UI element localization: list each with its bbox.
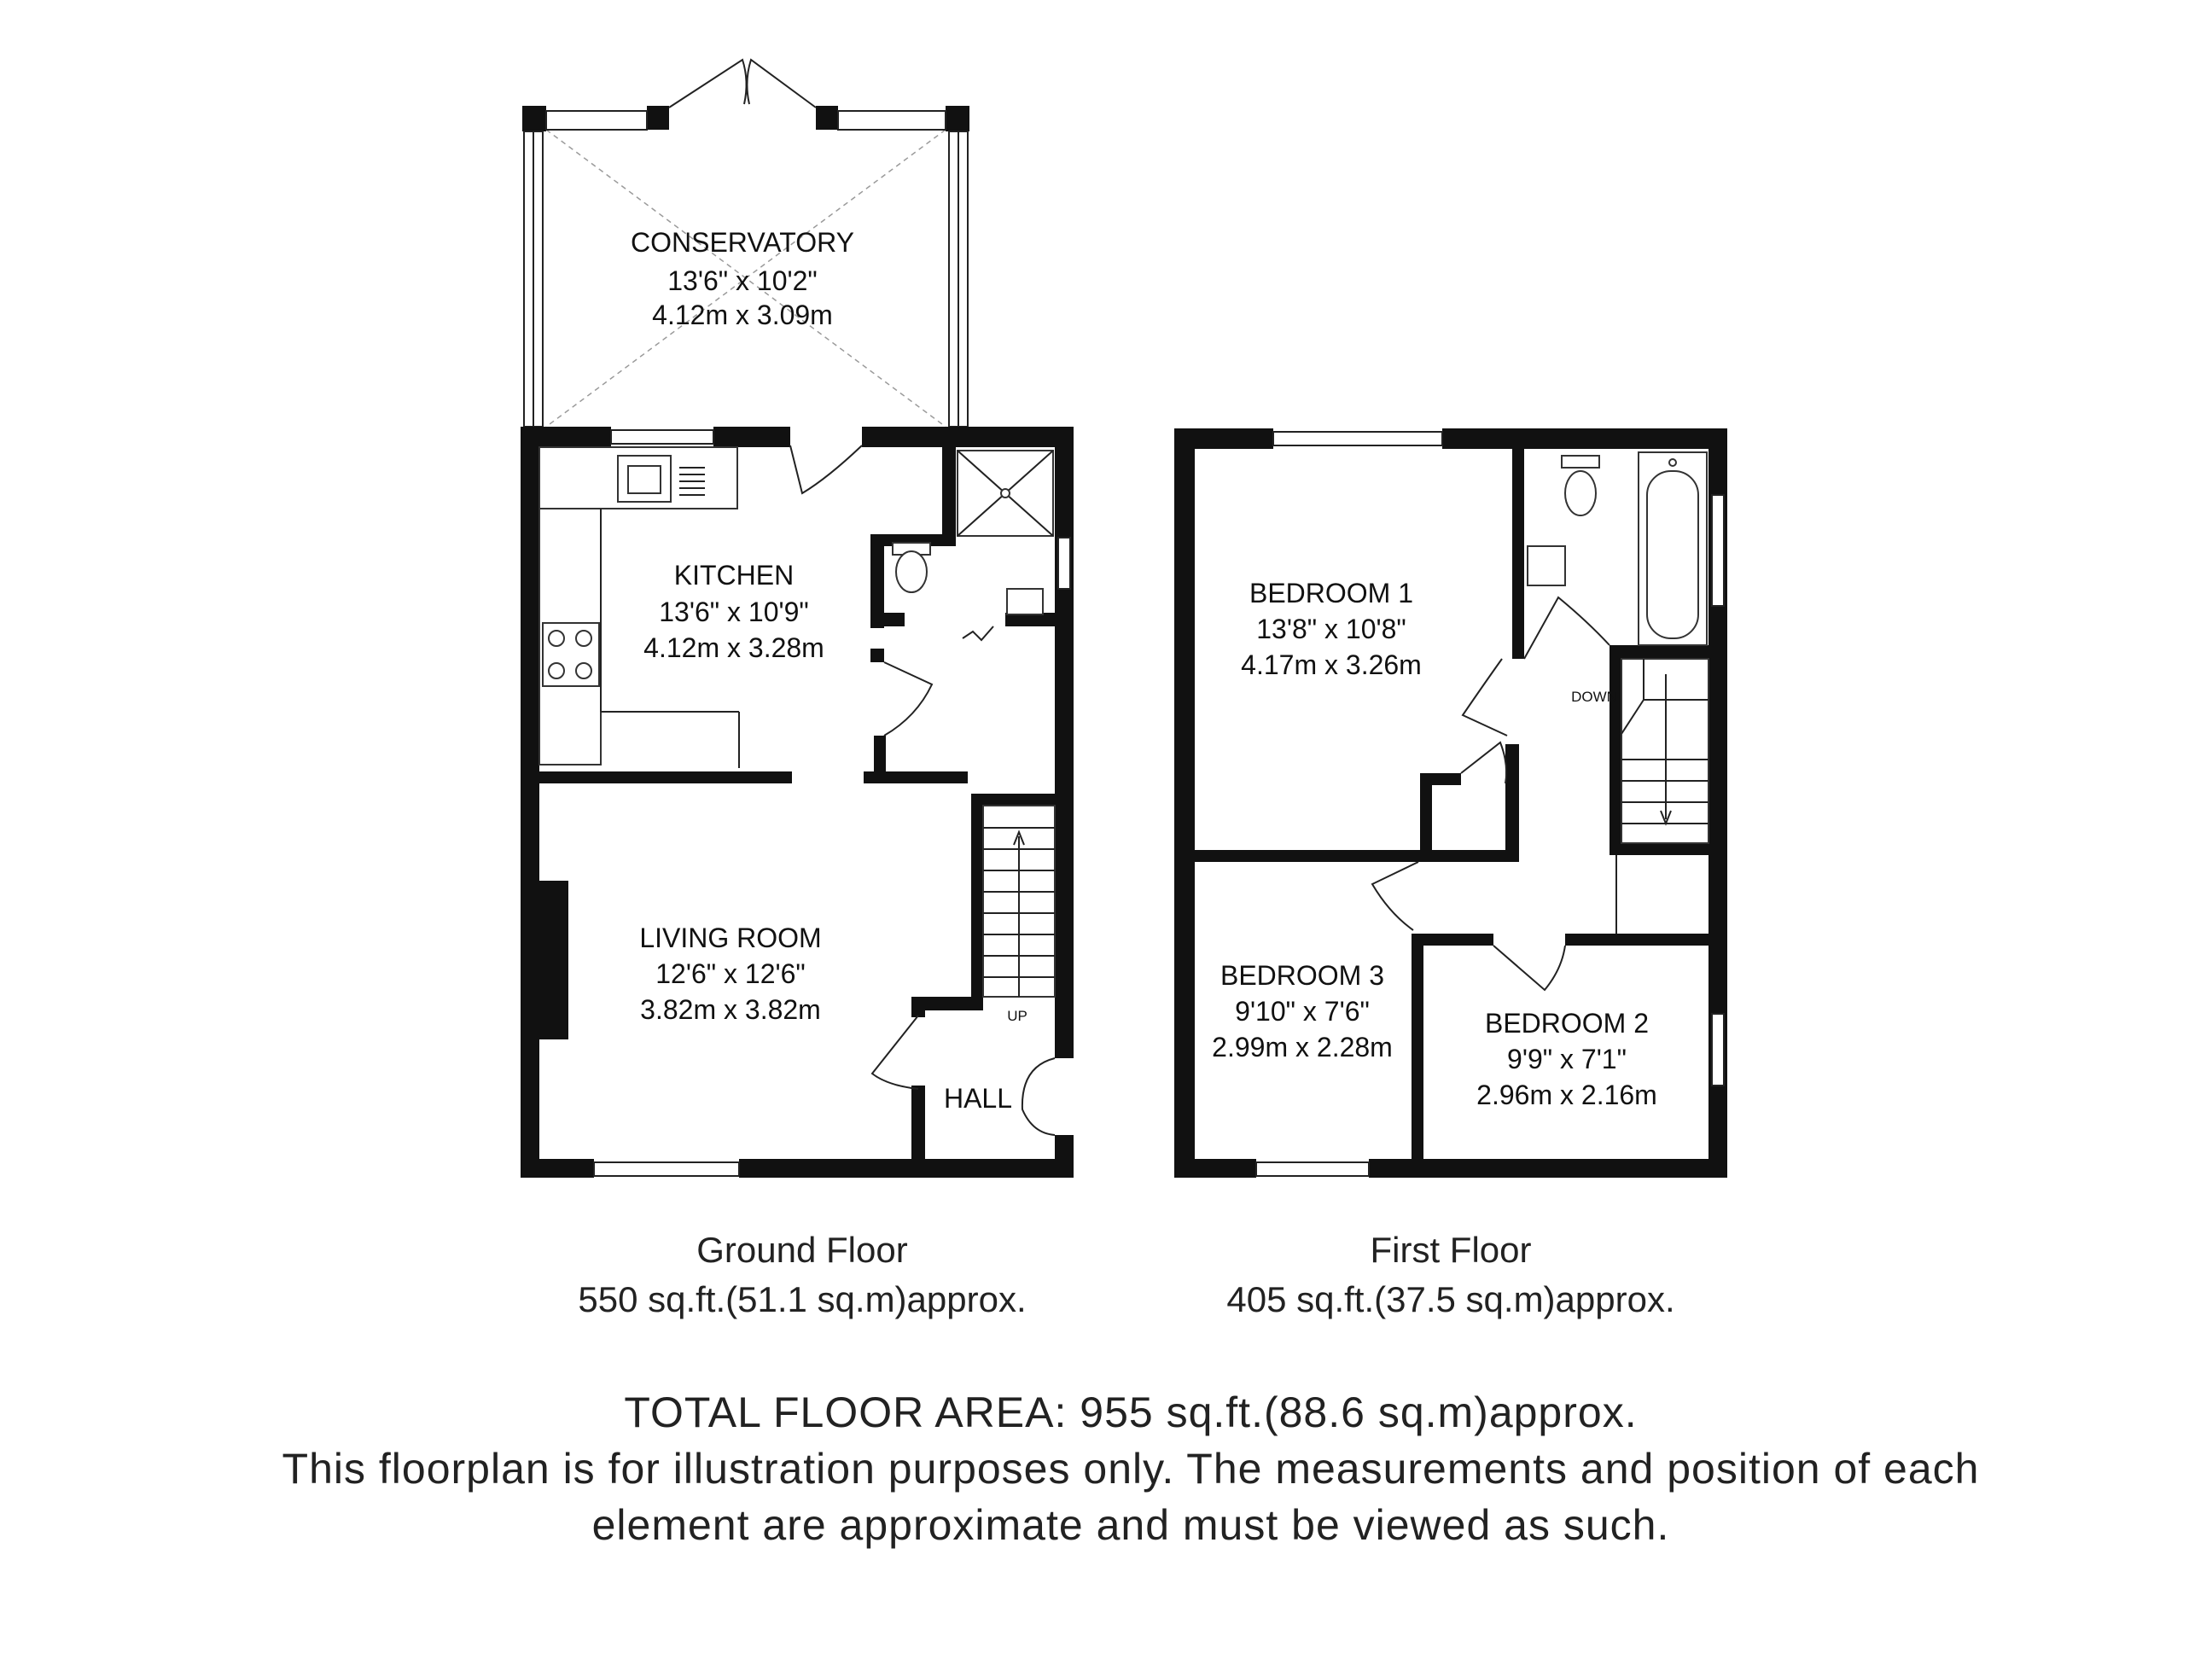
conservatory-metric: 4.12m x 3.09m [652, 300, 833, 330]
hall-name: HALL [943, 1083, 1013, 1114]
kitchen-imperial: 13'6" x 10'9" [659, 597, 809, 627]
bathroom [1512, 445, 1727, 659]
bedroom2-imperial: 9'9" x 7'1" [1507, 1044, 1627, 1074]
stairs-up-label: UP [1007, 1008, 1027, 1024]
bedroom3-metric: 2.99m x 2.28m [1212, 1032, 1393, 1062]
bedroom3-imperial: 9'10" x 7'6" [1235, 996, 1370, 1027]
living-room-name: LIVING ROOM [639, 923, 822, 953]
bedroom2-name: BEDROOM 2 [1484, 1008, 1650, 1039]
conservatory-name: CONSERVATORY [631, 227, 854, 258]
footer [256, 1384, 2005, 1553]
bedroom3-name: BEDROOM 3 [1220, 960, 1385, 991]
living-room-metric: 3.82m x 3.82m [640, 994, 821, 1025]
ground-floor-title: Ground Floor [696, 1230, 908, 1270]
stairs-up [983, 806, 1055, 1024]
disclaimer: This floorplan is for illustration purposes only. The measurements and position of each element are approximate and must be viewed as such. [282, 1445, 1980, 1549]
living-room-imperial: 12'6" x 12'6" [655, 958, 806, 989]
kitchen [539, 447, 824, 768]
first-floor-title: First Floor [1370, 1230, 1532, 1270]
first-floor-area: 405 sq.ft.(37.5 sq.m)approx. [1226, 1279, 1675, 1319]
ground-floor-plan [521, 60, 1074, 1178]
stairs-down [1571, 645, 1727, 939]
first-floor-caption [1161, 1225, 1741, 1324]
kitchen-name: KITCHEN [673, 560, 795, 591]
bedroom1 [1195, 578, 1519, 862]
shower-room [870, 445, 1057, 736]
bedroom1-imperial: 13'8" x 10'8" [1256, 614, 1406, 644]
bedroom1-metric: 4.17m x 3.26m [1241, 649, 1422, 680]
ground-floor-area: 550 sq.ft.(51.1 sq.m)approx. [578, 1279, 1027, 1319]
stairs-down-label: DOWN [1571, 689, 1617, 705]
bedroom1-name: BEDROOM 1 [1249, 578, 1414, 608]
total-floor-area: TOTAL FLOOR AREA: 955 sq.ft.(88.6 sq.m)approx. [624, 1388, 1638, 1436]
conservatory [522, 60, 969, 427]
first-floor-plan [1174, 428, 1727, 1178]
ground-floor-caption [512, 1225, 1092, 1324]
conservatory-imperial: 13'6" x 10'2" [667, 265, 818, 296]
kitchen-metric: 4.12m x 3.28m [643, 632, 824, 663]
bedroom2-metric: 2.96m x 2.16m [1476, 1080, 1657, 1110]
